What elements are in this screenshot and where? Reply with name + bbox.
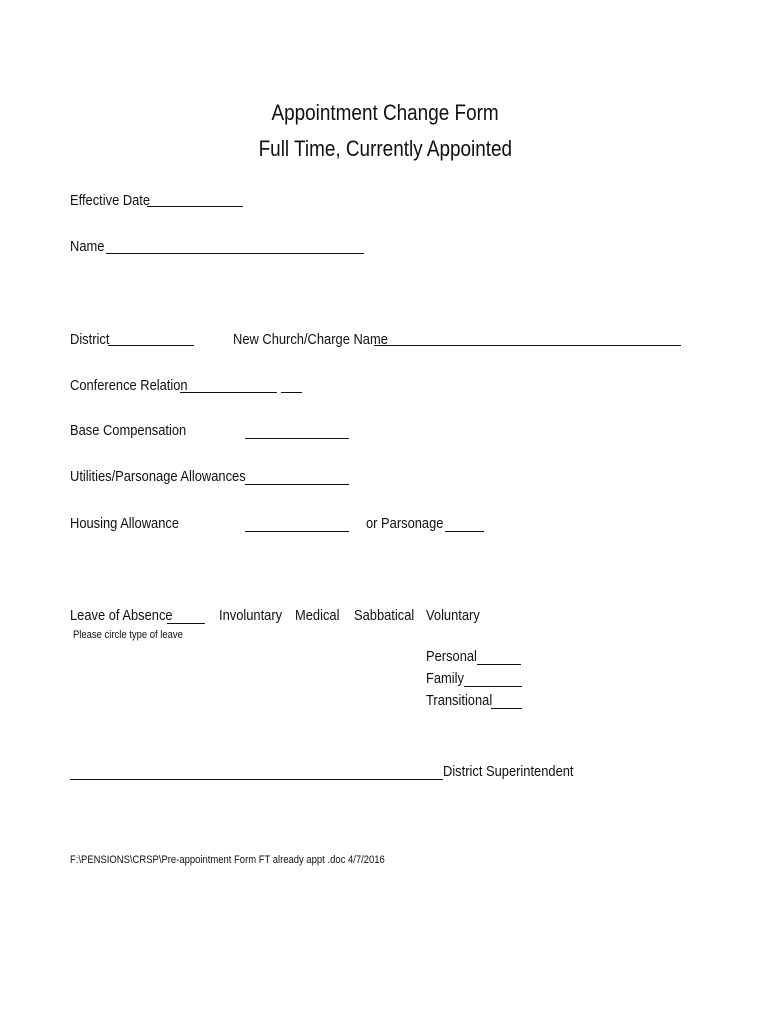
or-parsonage-label: or Parsonage	[366, 515, 444, 532]
effective-date-label: Effective Date	[70, 192, 151, 209]
leave-type-involuntary[interactable]: Involuntary	[219, 607, 283, 624]
parsonage-field[interactable]	[445, 531, 484, 532]
leave-type-medical[interactable]: Medical	[295, 607, 340, 624]
housing-allowance-field[interactable]	[245, 531, 349, 532]
base-compensation-label: Base Compensation	[70, 422, 187, 439]
voluntary-transitional-field[interactable]	[491, 708, 522, 709]
housing-allowance-label: Housing Allowance	[70, 515, 180, 532]
signature-line[interactable]	[70, 779, 443, 780]
new-church-label: New Church/Charge Name	[233, 331, 388, 348]
base-compensation-field[interactable]	[245, 438, 349, 439]
leave-note: Please circle type of leave	[73, 629, 183, 641]
voluntary-personal-label: Personal	[426, 648, 477, 665]
utilities-label: Utilities/Parsonage Allowances	[70, 468, 246, 485]
footer-path: F:\PENSIONS\CRSP\Pre-appointment Form FT already appt .doc 4/7/2016	[70, 854, 385, 866]
conference-relation-field-extra[interactable]	[281, 392, 302, 393]
leave-of-absence-label: Leave of Absence	[70, 607, 173, 624]
signature-label: District Superintendent	[443, 763, 574, 780]
new-church-field[interactable]	[374, 345, 681, 346]
voluntary-family-label: Family	[426, 670, 464, 687]
voluntary-transitional-label: Transitional	[426, 692, 493, 709]
effective-date-field[interactable]	[147, 206, 243, 207]
name-field[interactable]	[106, 253, 364, 254]
form-title: Appointment Change Form	[271, 100, 499, 125]
leave-type-sabbatical[interactable]: Sabbatical	[354, 607, 415, 624]
voluntary-family-field[interactable]	[464, 686, 522, 687]
district-field[interactable]	[108, 345, 194, 346]
leave-type-voluntary[interactable]: Voluntary	[426, 607, 480, 624]
utilities-field[interactable]	[245, 484, 349, 485]
conference-relation-field[interactable]	[180, 392, 277, 393]
leave-of-absence-field[interactable]	[167, 623, 205, 624]
voluntary-personal-field[interactable]	[477, 664, 521, 665]
form-subtitle: Full Time, Currently Appointed	[258, 136, 512, 161]
conference-relation-label: Conference Relation	[70, 377, 188, 394]
name-label: Name	[70, 238, 105, 255]
district-label: District	[70, 331, 110, 348]
